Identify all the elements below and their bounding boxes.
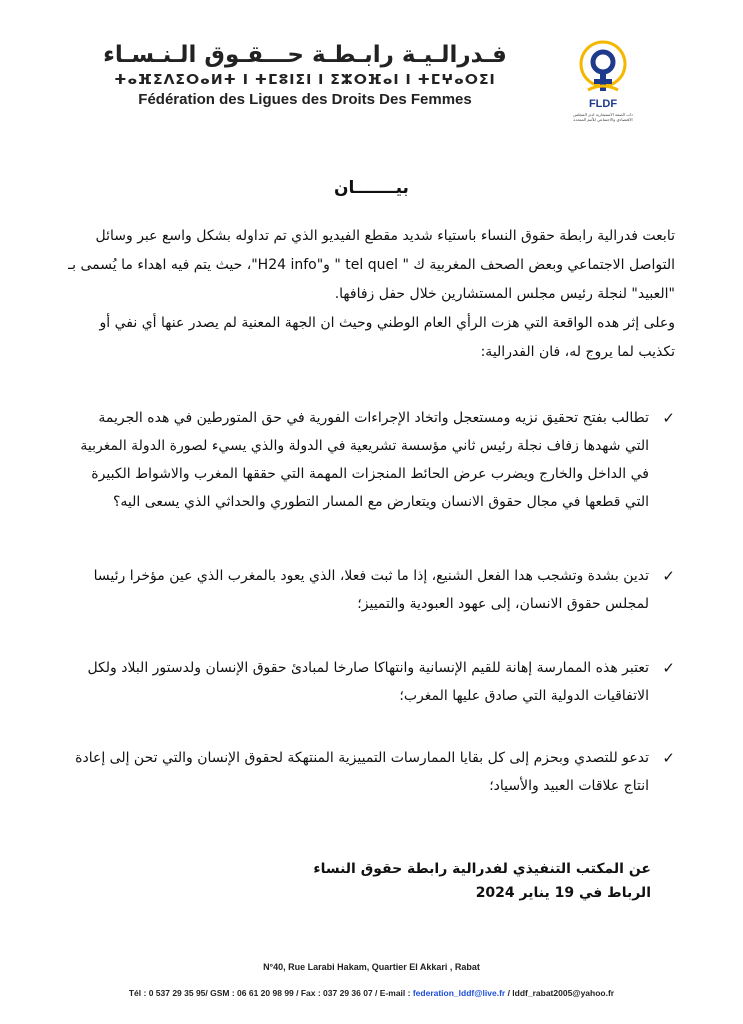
list-item	[75, 404, 675, 516]
signature-block	[313, 857, 651, 905]
fldf-logo	[568, 38, 638, 123]
list-item-text: تدين بشدة وتشجب هدا الفعل الشنيع، إذا ما ثبت فعلا، الذي يعود بالمغرب الذي عين مؤخرا رئيسا لمجلس حقوق الانسان، إلى عهود العبودية والتمييز؛	[93, 568, 649, 612]
list-item-text: تطالب بفتح تحقيق نزيه ومستعجل واتخاد الإجراءات الفورية في حق المتورطين في هده الجريمة التي شهدها زفاف نجلة رئيس ثاني مؤسسة تشريعية في الدولة والذي يسيء لصورة الدولة المغربية في الداخل والخارج ويضرب عرض الحائط المنجزات المهمة التي حققها المغرب والاشواط الكبيرة التي قطعها في مجال حقوق الانسان ويتعارض مع المسار التطوري والحداثي الذي يسعى اليه؟	[80, 410, 649, 510]
list-item-text: تعتبر هذه الممارسة إهانة للقيم الإنسانية وانتهاكا صارخا لمبادئ حقوق الإنسان ولدستور البلاد ولكل الاتفاقيات الدولية التي صادق عليها المغرب؛	[87, 660, 649, 704]
organization-name-arabic: فـدرالـيـة رابـطـة حـــقـوق الـنـسـاء	[103, 42, 507, 68]
logo-tagline: ذات الصفة الاستشارية لدى المجلس الاقتصادي والاجتماعي للأمم المتحدة	[573, 112, 633, 122]
intro-section	[65, 222, 675, 367]
list-item	[75, 562, 675, 618]
list-item-text: تدعو للتصدي وبحزم إلى كل بقايا الممارسات التمييزية المنتهكة لحقوق الإنسان والتي تحن إلى إعادة انتاج علاقات العبيد والأسياد؛	[75, 750, 649, 794]
checkmark-icon: ✓	[662, 659, 675, 677]
footer-contact	[0, 988, 743, 998]
intro-paragraph-2: وعلى إثر هده الواقعة التي هزت الرأي العام الوطني وحيث ان الجهة المعنية لم يصدر عنها أي نفي أو تكذيب لما يروج له، فان الفدرالية:	[99, 315, 675, 360]
email-link-2[interactable]: lddf_rabat2005@yahoo.fr	[512, 988, 615, 998]
document-title: بيـــــــان	[334, 178, 409, 198]
email-separator: /	[505, 988, 513, 998]
email-link-1[interactable]: federation_lddf@live.fr	[412, 988, 506, 998]
demands-list-3	[75, 654, 675, 710]
logo-acronym: FLDF	[588, 98, 618, 110]
checkmark-icon: ✓	[662, 409, 675, 427]
signature-date: الرباط في 19 يناير 2024	[475, 885, 651, 901]
demands-list	[75, 404, 675, 516]
intro-paragraph-1: تابعت فدرالية رابطة حقوق النساء باستياء شديد مقطع الفيديو الذي تم تداوله بشكل واسع عبر وسائل التواصل الاجتماعي وبعض الصحف المغربية ك " tel quel " و"H24 info"، حيث يتم فيه اهداء ما يُسمى بـ "العبيد" لنجلة رئيس مجلس المستشارين خلال حفل زفافها.	[68, 228, 675, 302]
footer-phones: Tél : 0 537 29 35 95/ GSM : 06 61 20 98 99 / Fax : 037 29 36 07 / E-mail :	[128, 988, 413, 998]
checkmark-icon: ✓	[662, 567, 675, 585]
list-item	[75, 744, 675, 800]
organization-name-tifinagh: ⵜⴰⴼⵉⴷⵉⵔⴰⵍⵜ ⵏ ⵜⵎⵓⵏⵉⵏ ⵏ ⵉⵣⵔⴼⴰⵏ ⵏ ⵜⵎⵖⴰⵔⵉⵏ	[114, 72, 496, 88]
signature-line-1: عن المكتب التنفيذي لفدرالية رابطة حقوق النساء	[313, 861, 651, 877]
demands-list-2	[75, 562, 675, 618]
checkmark-icon: ✓	[662, 749, 675, 767]
demands-list-4	[75, 744, 675, 800]
list-item	[75, 654, 675, 710]
letterhead	[70, 40, 540, 110]
organization-name-french: Fédération des Ligues des Droits Des Femmes	[138, 91, 472, 108]
footer-address: N°40, Rue Larabi Hakam, Quartier El Akkari , Rabat	[263, 962, 480, 972]
